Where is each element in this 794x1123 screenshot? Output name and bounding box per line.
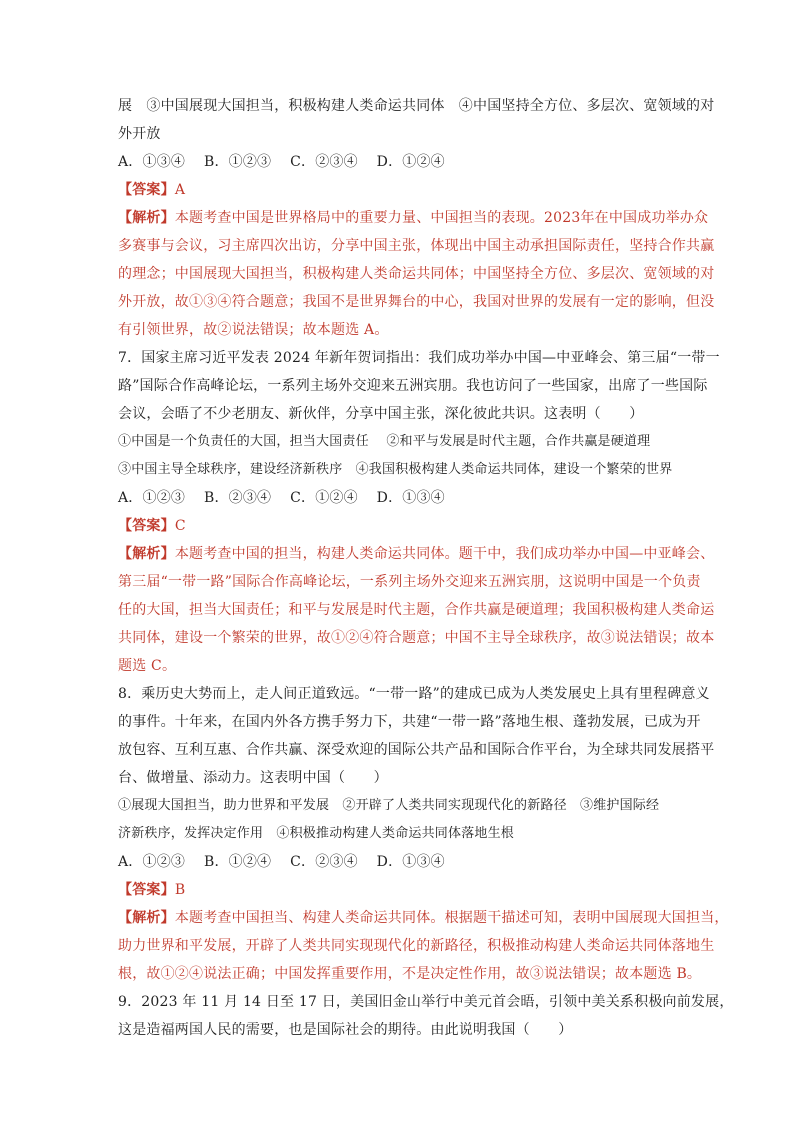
q6-analysis-line-2: 多赛事与会议，习主席四次出访，分享中国主张，体现出中国主动承担国际责任，坚持合作共赢 — [118, 238, 715, 254]
answer-label: 【答案】 — [118, 518, 175, 534]
q6-analysis-line-3: 的理念；中国展现大国担当，积极构建人类命运共同体；中国坚持全方位、多层次、宽领域的对 — [118, 266, 715, 282]
q8-analysis-line-2: 助力世界和平发展，开辟了人类共同实现现代化的新路径，积极推动构建人类命运共同体落地生 — [118, 938, 715, 954]
q6-analysis-line-4: 外开放，故①③④符合题意；我国不是世界舞台的中心，我国对世界的发展有一定的影响，但没 — [118, 294, 715, 310]
q9-stem-line-1: 9．2023 年 11 月 14 日至 17 日，美国旧金山举行中美元首会晤，引领中美关系积极向前发展， — [118, 994, 734, 1010]
q7-analysis-line-1 — [118, 540, 718, 568]
analysis-label: 【解析】 — [118, 546, 175, 562]
q7-analysis-line-2: 第三届“一带一路”国际合作高峰论坛，一系列主场外交迎来五洲宾朋，这说明中国是一个负责 — [118, 574, 701, 590]
analysis-text: 本题考查中国担当、构建人类命运共同体。根据题干描述可知，表明中国展现大国担当， — [174, 910, 729, 926]
q6-analysis-line-5: 有引领世界，故②说法错误；故本题选 A。 — [118, 322, 389, 338]
answer-value: C — [174, 518, 186, 534]
q7-choices: A．①②③ B．②③④ C．①②④ D．①③④ — [118, 490, 445, 506]
q8-analysis-line-3: 根，故①②④说法正确；中国发挥重要作用，不是决定性作用，故③说法错误；故本题选 B。 — [118, 966, 702, 982]
q6-option-line-1: 展 ③中国展现大国担当，积极构建人类命运共同体 ④中国坚持全方位、多层次、宽领域的对 — [118, 98, 715, 114]
answer-label: 【答案】 — [118, 182, 175, 198]
analysis-text: 本题考查中国是世界格局中的重要力量、中国担当的表现。 — [174, 210, 545, 226]
q7-option-line-2: ③中国主导全球秩序，建设经济新秩序 ④我国积极构建人类命运共同体，建设一个繁荣的世界 — [118, 462, 673, 477]
q7-stem-line-2: 路”国际合作高峰论坛，一系列主场外交迎来五洲宾朋。我也访问了一些国家，出席了一些国际 — [118, 378, 708, 394]
q7-analysis-line-4: 共同体，建设一个繁荣的世界，故①②④符合题意；中国不主导全球秩序，故③说法错误；故本 — [118, 630, 715, 646]
q9-stem-line-2: 这是造福两国人民的需要，也是国际社会的期待。由此说明我国（ ） — [118, 1022, 573, 1038]
q7-answer — [118, 512, 718, 540]
q7-stem-line-3: 会议，会晤了不少老朋友、新伙伴，分享中国主张，深化彼此共识。这表明（ ） — [118, 406, 644, 422]
q8-stem-line-4: 台、做增量、添动力。这表明中国（ ） — [118, 770, 388, 786]
q6-answer — [118, 176, 718, 204]
q7-stem-line-1: 7．国家主席习近平发表 2024 年新年贺词指出：我们成功举办中国—中亚峰会、第三届“一带一 — [118, 350, 720, 366]
q8-answer — [118, 876, 718, 904]
q8-stem-line-1: 8．乘历史大势而上，走人间正道致远。“一带一路”的建成已成为人类发展史上具有里程碑意义 — [118, 686, 710, 702]
q8-analysis-line-1 — [118, 904, 729, 932]
q6-option-line-2: 外开放 — [118, 126, 161, 142]
analysis-text: 本题考查中国的担当，构建人类命运共同体。题干中，我们成功举办中国—中亚峰会、 — [174, 546, 715, 562]
answer-label: 【答案】 — [118, 882, 175, 898]
q7-analysis-line-3: 任的大国，担当大国责任；和平与发展是时代主题，合作共赢是硬道理；我国积极构建人类命运 — [118, 602, 715, 618]
q6-choices: A．①③④ B．①②③ C．②③④ D．①②④ — [118, 154, 445, 170]
document-page — [118, 92, 734, 1044]
analysis-text-red: 2023年在中国成功举办众 — [544, 210, 709, 226]
q8-stem-line-3: 放包容、互利互惠、合作共赢、深受欢迎的国际公共产品和国际合作平台，为全球共同发展搭平 — [118, 742, 715, 758]
q8-option-line-1: ①展现大国担当，助力世界和平发展 ②开辟了人类共同实现现代化的新路径 ③维护国际经 — [118, 798, 660, 813]
answer-value: B — [174, 882, 186, 898]
q8-choices: A．①②③ B．①②④ C．②③④ D．①③④ — [118, 854, 445, 870]
q7-analysis-line-5: 题选 C。 — [118, 658, 177, 674]
q8-option-line-2: 济新秩序，发挥决定作用 ④积极推动构建人类命运共同体落地生根 — [118, 826, 515, 841]
analysis-label: 【解析】 — [118, 910, 175, 926]
answer-value: A — [174, 182, 186, 198]
q8-stem-line-2: 的事件。十年来，在国内外各方携手努力下，共建“一带一路”落地生根、蓬勃发展，已成为开 — [118, 714, 701, 730]
analysis-label: 【解析】 — [118, 210, 175, 226]
q6-analysis-line-1 — [118, 204, 718, 232]
q7-option-line-1: ①中国是一个负责任的大国，担当大国责任 ②和平与发展是时代主题，合作共赢是硬道理 — [118, 434, 651, 449]
